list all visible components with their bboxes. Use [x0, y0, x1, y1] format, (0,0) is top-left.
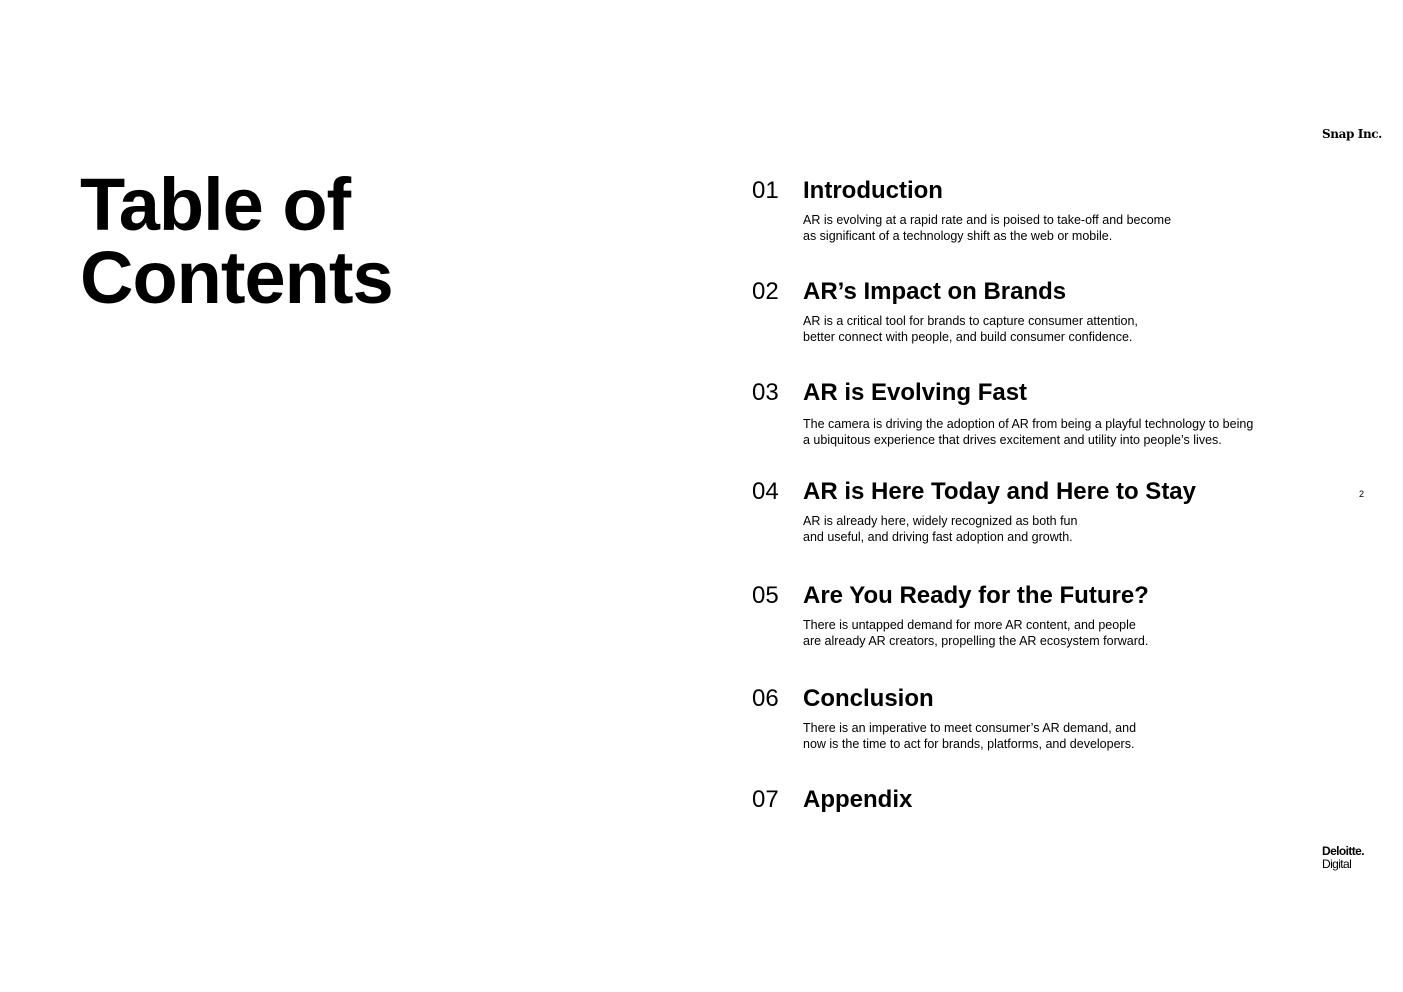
- toc-description: [803, 720, 1136, 752]
- toc-description-line: There is untapped demand for more AR content, and people: [803, 618, 1136, 632]
- toc-number: 07: [752, 786, 779, 813]
- toc-description: [803, 513, 1077, 545]
- toc-number: 05: [752, 582, 779, 609]
- toc-description: [803, 617, 1148, 649]
- snap-inc-logo: Snap Inc.: [1322, 127, 1382, 141]
- toc-heading[interactable]: AR’s Impact on Brands: [803, 278, 1067, 305]
- toc-description-line: are already AR creators, propelling the AR ecosystem forward.: [803, 634, 1149, 648]
- page-title: [80, 163, 393, 319]
- toc-heading[interactable]: AR is Evolving Fast: [803, 379, 1028, 406]
- toc-description-line: a ubiquitous experience that drives excitement and utility into people’s lives.: [803, 433, 1222, 447]
- toc-description-line: better connect with people, and build consumer confidence.: [803, 330, 1133, 344]
- toc-number: 02: [752, 278, 779, 305]
- toc-heading[interactable]: Are You Ready for the Future?: [803, 582, 1149, 609]
- toc-description-line: AR is evolving at a rapid rate and is poised to take-off and become: [803, 213, 1172, 227]
- page-number: 2: [1359, 489, 1365, 499]
- toc-heading[interactable]: Appendix: [803, 786, 913, 813]
- toc-number: 06: [752, 685, 779, 712]
- toc-description: [803, 212, 1171, 244]
- page-title-line-1: Table of: [80, 163, 351, 246]
- deloitte-logo-line-1: Deloitte.: [1322, 844, 1364, 858]
- toc-number: 04: [752, 478, 779, 505]
- toc-heading[interactable]: Conclusion: [803, 685, 934, 712]
- deloitte-digital-logo: [1322, 845, 1364, 871]
- toc-number: 01: [752, 177, 779, 204]
- toc-description-line: There is an imperative to meet consumer’s AR demand, and: [803, 721, 1137, 735]
- toc-description-line: now is the time to act for brands, platforms, and developers.: [803, 737, 1135, 751]
- page-title-line-2: Contents: [80, 236, 393, 319]
- toc-description-line: AR is already here, widely recognized as both fun: [803, 514, 1078, 528]
- toc-description-line: The camera is driving the adoption of AR from being a playful technology to being: [803, 417, 1254, 431]
- toc-number: 03: [752, 379, 779, 406]
- toc-heading[interactable]: AR is Here Today and Here to Stay: [803, 478, 1196, 505]
- toc-description: [803, 313, 1138, 345]
- deloitte-logo-line-2: Digital: [1322, 857, 1352, 871]
- toc-description-line: and useful, and driving fast adoption and growth.: [803, 530, 1073, 544]
- toc-description-line: as significant of a technology shift as the web or mobile.: [803, 229, 1113, 243]
- toc-description: [803, 416, 1253, 448]
- toc-description-line: AR is a critical tool for brands to capture consumer attention,: [803, 314, 1138, 328]
- toc-heading[interactable]: Introduction: [803, 177, 943, 204]
